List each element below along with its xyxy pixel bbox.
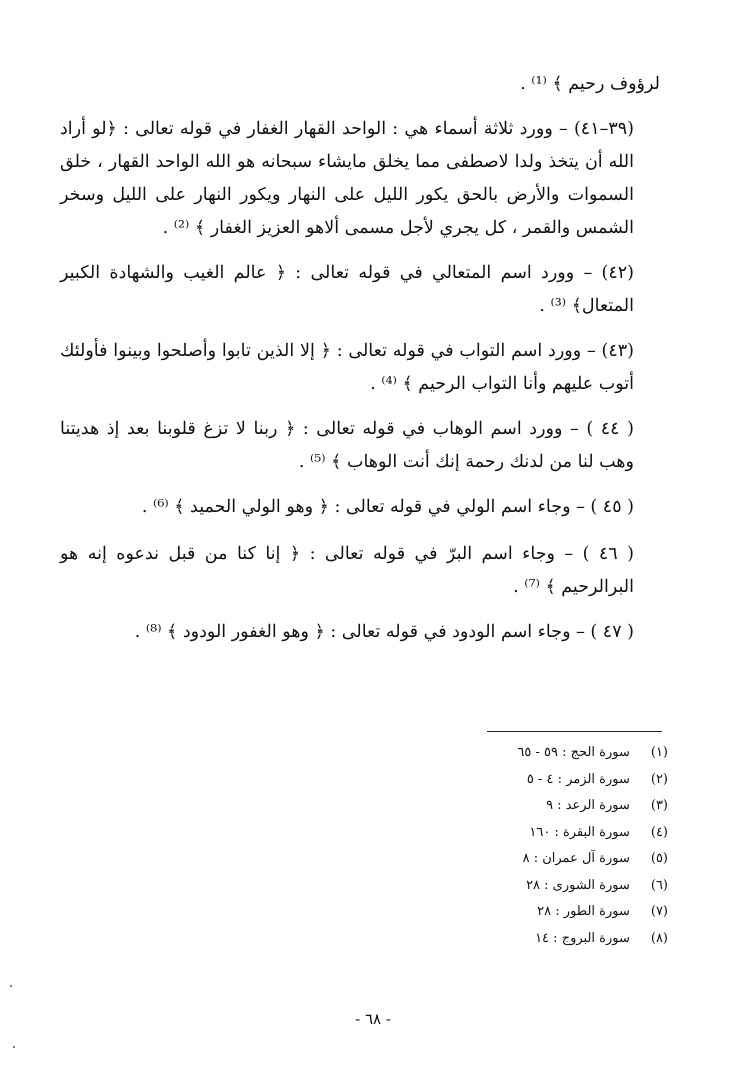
paragraph: ( ٤٥ ) – وجاء اسم الولي في قوله تعالى : ﴿ وهو الولي الحميد ﴾ ⁽⁶⁾ .	[141, 497, 634, 517]
footnote-number: (٥)	[650, 851, 668, 866]
paragraph: ( ٤٤ ) – وورد اسم الوهاب في قوله تعالى : ﴿ ربنا لا تزغ قلوبنا بعد إذ هديتنا وهب لنا من لدنك رحمة إنك أنت الوهاب ﴾ ⁽⁵⁾ .	[60, 419, 635, 472]
footnote-item	[517, 926, 668, 953]
footnote-text: سورة آل عمران : ٨	[522, 851, 630, 866]
paragraph: (٣٩–٤١) – وورد ثلاثة أسماء هي : الواحد القهار الغفار في قوله تعالى : ﴿لو أراد الله أن يتخذ ولدا لاصطفى مما يخلق مايشاء سبحانه هو الله الواحد القهار ، خلق السموات والأرض بالحق يكور الليل على النهار ويكور النهار على الليل وسخر الشمس والقمر ، كل يجري لأجل مسمى ألاهو العزيز الغفار ﴾ ⁽²⁾ .	[60, 119, 634, 238]
footnote-divider	[487, 731, 662, 732]
paragraph: لرؤوف رحيم ﴾ ⁽¹⁾ .	[520, 74, 660, 94]
paragraph: (٤٣) – وورد اسم التواب في قوله تعالى : ﴿ إلا الذين تابوا وأصلحوا وبينوا فأولئك أتوب عليهم وأنا التواب الرحيم ﴾ ⁽⁴⁾ .	[60, 341, 634, 394]
footnote-text: سورة الزمر : ٤ - ٥	[526, 771, 630, 787]
footnote-item	[517, 740, 668, 767]
scan-speck	[13, 1046, 15, 1048]
body-text	[60, 68, 660, 661]
footnote-number: (٧)	[650, 904, 668, 919]
footnote-text: سورة الشورى : ٢٨	[526, 877, 630, 893]
footnote-item	[517, 899, 668, 926]
footnote-number: (٦)	[650, 877, 668, 893]
footnote-text: سورة البروج : ١٤	[535, 930, 630, 946]
footnote-number: (٨)	[650, 930, 668, 946]
footnote-item	[517, 767, 668, 794]
footnote-number: (٣)	[650, 798, 668, 813]
footnote-item	[517, 820, 668, 847]
paragraph: (٤٢) – وورد اسم المتعالي في قوله تعالى : ﴿ عالم الغيب والشهادة الكبير المتعال﴾ ⁽³⁾ .	[60, 263, 634, 316]
footnote-number: (١)	[650, 745, 668, 760]
footnote-text: سورة الرعد : ٩	[546, 798, 630, 813]
footnote-item	[517, 846, 668, 873]
paragraph: ( ٤٧ ) – وجاء اسم الودود في قوله تعالى : ﴿ وهو الغفور الودود ﴾ ⁽⁸⁾ .	[134, 622, 634, 642]
scan-speck	[10, 985, 12, 987]
paragraph: ( ٤٦ ) – وجاء اسم البرّ في قوله تعالى : ﴿ إنا كنا من قبل ندعوه إنه هو البرالرحيم ﴾ ⁽⁷⁾ .	[60, 544, 634, 597]
footnote-number: (٢)	[650, 771, 668, 787]
footnote-item	[517, 793, 668, 820]
footnote-number: (٤)	[650, 824, 668, 840]
footnote-text: سورة البقرة : ١٦٠	[529, 824, 630, 840]
page-number: - ٦٨ -	[355, 1010, 391, 1028]
footnote-text: سورة الطور : ٢٨	[537, 904, 630, 919]
footnote-item	[517, 873, 668, 900]
footnote-text: سورة الحج : ٥٩ - ٦٥	[517, 745, 630, 760]
footnotes-list	[517, 740, 668, 952]
